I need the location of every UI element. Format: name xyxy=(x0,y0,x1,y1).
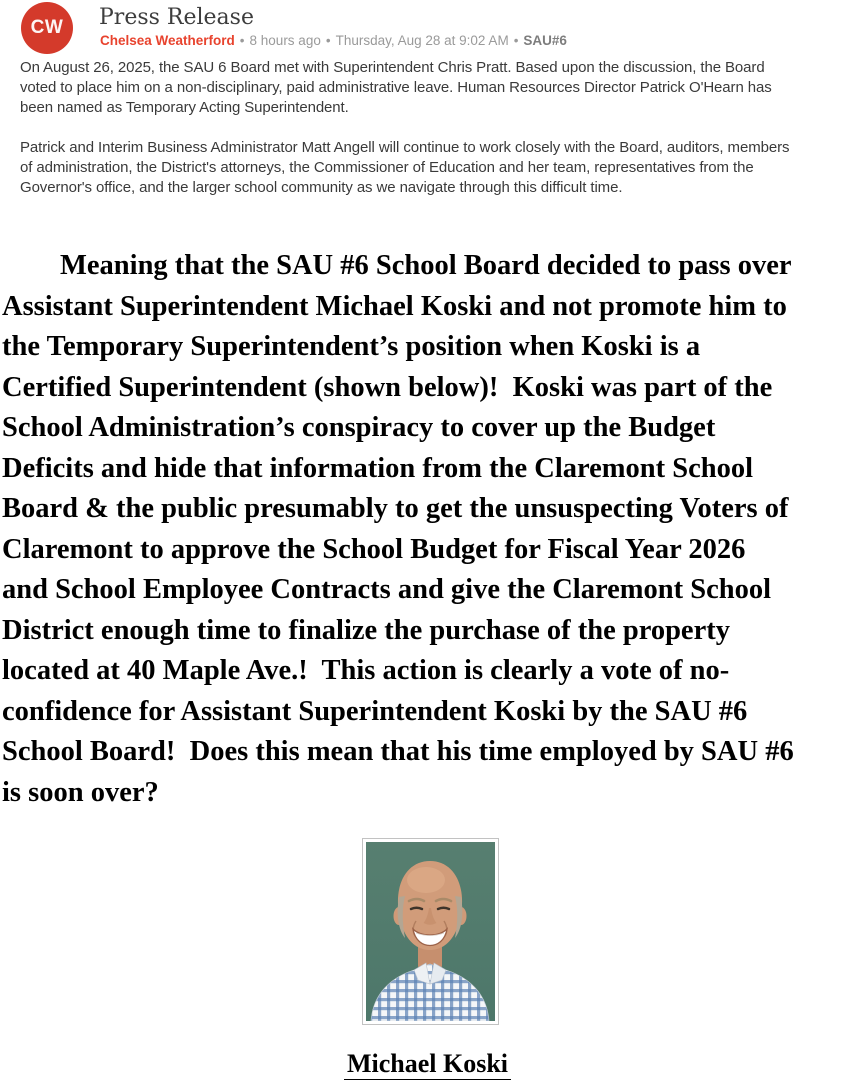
page-title: Press Release xyxy=(99,5,254,30)
dot-separator: • xyxy=(239,33,245,48)
text-line: Assistant Superintendent Michael Koski and not promote him to xyxy=(2,290,787,322)
text-line: Claremont to approve the School Budget for Fiscal Year 2026 xyxy=(2,533,746,565)
michael-koski-photo xyxy=(362,838,499,1025)
post-datetime: Thursday, Aug 28 at 9:02 AM xyxy=(335,33,509,48)
text-line: and School Employee Contracts and give the Claremont School xyxy=(2,574,771,605)
text-line: District enough time to finalize the purchase of the property xyxy=(2,614,730,646)
dot-separator: • xyxy=(513,33,519,48)
text-line: School Board! Does this mean that his time employed by SAU #6 xyxy=(2,736,794,767)
dot-separator: • xyxy=(325,33,331,48)
author-name: Chelsea Weatherford xyxy=(100,33,235,48)
text-line: School Administration’s conspiracy to cover up the Budget xyxy=(2,412,716,443)
text-line: is soon over? xyxy=(2,776,159,808)
text-line: Patrick and Interim Business Administrator Matt Angell will continue to work closely with the Board, auditors, members xyxy=(20,139,790,156)
text-line: Governor's office, and the larger school community as we navigate through this difficult time. xyxy=(20,179,623,196)
press-release-paragraph-1 xyxy=(20,58,850,118)
portrait-image xyxy=(366,842,495,1021)
text-line: the Temporary Superintendent’s position when Koski is a xyxy=(2,331,701,362)
photo-caption-row xyxy=(0,1049,855,1079)
text-line: On August 26, 2025, the SAU 6 Board met with Superintendent Chris Pratt. Based upon the discussion, the Board xyxy=(20,59,765,76)
text-line: been named as Temporary Acting Superintendent. xyxy=(20,99,349,116)
time-ago: 8 hours ago xyxy=(249,33,321,48)
text-line: Meaning that the SAU #6 School Board decided to pass over xyxy=(60,250,792,281)
text-line: voted to place him on a non-disciplinary, paid administrative leave. Human Resources Director Patrick O'Hearn has xyxy=(20,79,772,96)
avatar xyxy=(21,2,73,54)
text-line: confidence for Assistant Superintendent Koski by the SAU #6 xyxy=(2,695,748,727)
byline xyxy=(100,33,567,48)
text-line: of administration, the District's attorneys, the Commissioner of Education and her team, representatives from the xyxy=(20,159,754,176)
text-line: Board & the public presumably to get the unsuspecting Voters of xyxy=(2,493,789,524)
photo-caption: Michael Koski xyxy=(344,1049,511,1080)
text-line: located at 40 Maple Ave.! This action is clearly a vote of no- xyxy=(2,655,730,686)
post-tag: SAU#6 xyxy=(523,33,567,48)
text-line: Certified Superintendent (shown below)! Koski was part of the xyxy=(2,371,773,403)
text-line: Deficits and hide that information from the Claremont School xyxy=(2,452,753,484)
press-release-paragraph-2 xyxy=(20,138,850,198)
commentary-text xyxy=(2,246,853,813)
avatar-initials: CW xyxy=(30,17,64,38)
